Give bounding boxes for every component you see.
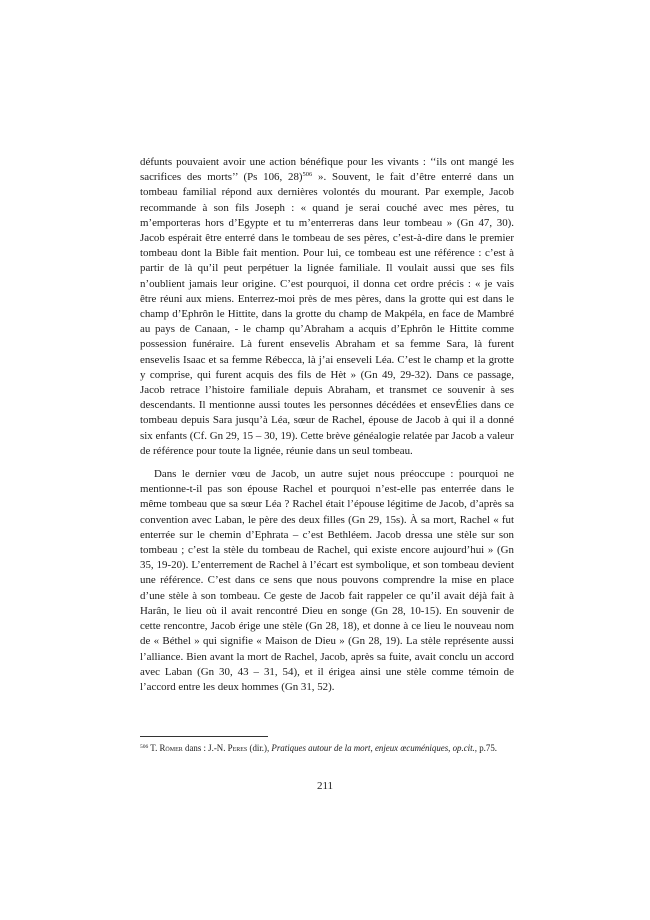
footnote-author-name: Römer [159,743,183,753]
footnote-pages: , p.75. [474,743,497,753]
footnote-opcit: op.cit. [452,743,475,753]
paragraph-1-part-1: défunts pouvaient avoir une action bénéfique pour les vivants : ‘‘ils ont mangé les sacrifices des morts’’ (Ps 106, 28) [140,156,514,184]
footnote-separator [140,736,268,737]
footnote [140,742,514,755]
page-number: 211 [316,780,334,792]
paragraph-1 [140,155,514,459]
footnote-after-editor: (dir.), [247,743,272,753]
footnote-editor-name: Peres [227,743,248,753]
footnote-number: 506 [140,744,149,750]
footnote-mid: dans : J.-N. [182,743,228,753]
footnote-reference[interactable]: 506 [302,171,313,179]
footnote-book-title: Pratiques autour de la mort, enjeux œcuméniques [271,743,449,753]
paragraph-1-part-2: ». Souvent, le fait d’être enterré dans un tombeau familial répond aux dernières volontés du mourant. Par exemple, Jacob recommande à son fils Joseph : « quand je serai couché avec mes pères, tu m’emporteras hors d’Egypte et tu m’enterreras dans leur tombeau » (Gn 47, 30). Jacob espérait être enterré dans le tombeau de ses pères, c’est-à-dire dans le premier tombeau dont la Bible fait mention. Pour lui, ce tombeau est une référence : c’est à partir de là qu’il peut perpétuer la lignée familiale. Il voulait aussi que ses fils n’oublient jamais leur origine. C’est pourquoi, il donna cet ordre précis : « je vais être réuni aux miens. Enterrez-moi près de mes pères, dans la grotte qui est dans le champ d’Ephrôn le Hittite, dans la grotte du champ de Makpéla, en face de Mambré au pays de Canaan, - le champ qu’Abraham a acquis d’Ephrôn le Hittite comme possession funéraire. Là furent ensevelis Abraham et sa femme Sara, là furent ensevelis Isaac et sa femme Rébecca, là j’ai enseveli Léa. C’est le champ et la grotte y comprise, qui furent acquis des fils de Hèt » (Gn 49, 29-32). Dans ce passage, Jacob retrace l’histoire familiale depuis Abraham, et transmet ce souvenir à ses descendants. Il mentionne aussi toutes les personnes décédées et ensevÉlies dans ce tombeau depuis Sara jusqu’à Léa, sœur de Rachel, épouse de Jacob à qui il a donné six enfants (Cf. Gn 29, 15 – 30, 19). Cette brève généalogie relatée par Jacob a valeur de référence pour toute la lignée, réunie dans un seul tombeau. [140,171,514,457]
footnote-comma: , [448,743,453,753]
body-text [140,155,514,695]
footnote-author-initial: T. [148,743,160,753]
paragraph-2: Dans le dernier vœu de Jacob, un autre sujet nous préoccupe : pourquoi ne mentionne-t-il pas son épouse Rachel et pourquoi n’est-elle pas enterrée dans le même tombeau que sa sœur Léa ? Rachel était l’épouse légitime de Jacob, d’après sa convention avec Laban, le père des deux filles (Gn 29, 15s). À sa mort, Rachel « fut enterrée sur le chemin d’Ephrata – c’est Bethléem. Jacob dressa une stèle sur son tombeau ; c’est la stèle du tombeau de Rachel, qui existe encore aujourd’hui » (Gn 35, 19-20). L’enterrement de Rachel à l’écart est symbolique, et son tombeau devient une référence. C’est dans ce sens que nous pouvons comprendre la mise en place d’une stèle à son tombeau. Ce geste de Jacob fait rappeler ce qu’il avait déjà fait à Harân, le lieu où il avait rencontré Dieu en songe (Gn 28, 10-15). En souvenir de cette rencontre, Jacob érige une stèle (Gn 28, 18), et donne à ce lieu le nouveau nom de « Béthel » qui signifie « Maison de Dieu » (Gn 28, 19). La stèle représente aussi l’alliance. Bien avant la mort de Rachel, Jacob, après sa fuite, avait conclu un accord avec Laban (Gn 30, 43 – 31, 54), et il érigea ainsi une stèle comme témoin de l’accord entre les deux hommes (Gn 31, 52). [140,468,514,693]
